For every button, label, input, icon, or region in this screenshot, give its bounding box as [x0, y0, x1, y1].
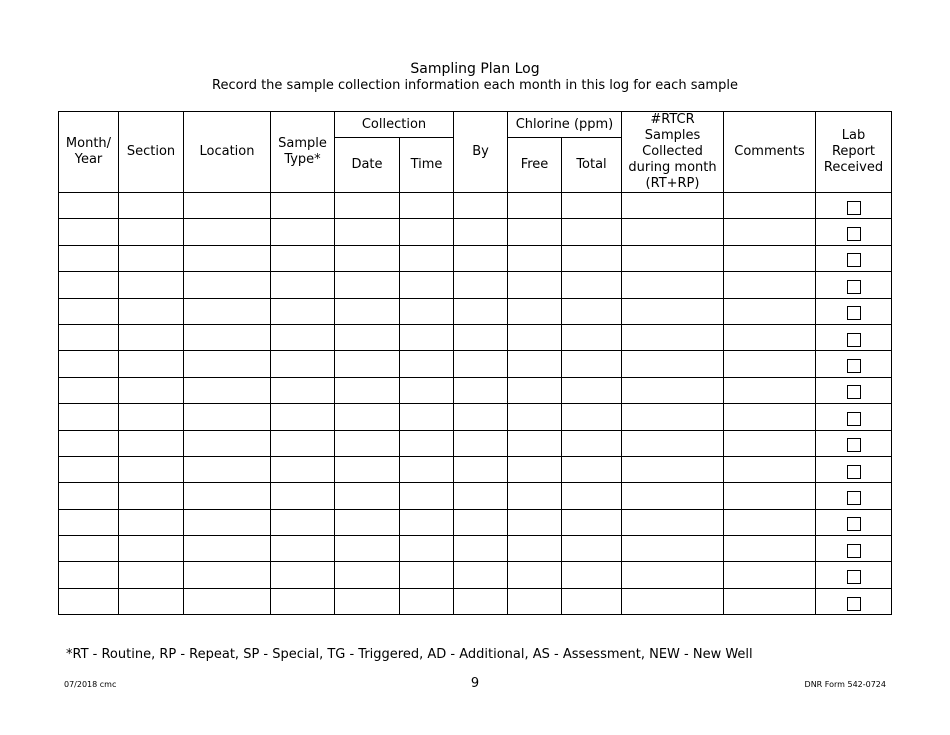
date-cell[interactable]: [335, 430, 400, 456]
section-cell[interactable]: [119, 245, 184, 271]
time-cell[interactable]: [400, 483, 454, 509]
sample-type-cell[interactable]: [271, 298, 335, 324]
date-cell[interactable]: [335, 298, 400, 324]
table-row: [59, 377, 892, 403]
by-cell[interactable]: [454, 193, 508, 219]
by-cell[interactable]: [454, 272, 508, 298]
sample-type-cell[interactable]: [271, 588, 335, 614]
lab-report-checkbox[interactable]: [847, 597, 861, 611]
total-cell[interactable]: [562, 324, 622, 350]
section-cell[interactable]: [119, 483, 184, 509]
table-row: [59, 456, 892, 482]
sample-type-cell[interactable]: [271, 430, 335, 456]
lab-report-cell: [816, 193, 892, 219]
header-rtcr-samples: #RTCR Samples Collected during month (RT+RP): [622, 112, 724, 193]
by-cell[interactable]: [454, 562, 508, 588]
date-cell[interactable]: [335, 562, 400, 588]
total-cell[interactable]: [562, 509, 622, 535]
date-cell[interactable]: [335, 193, 400, 219]
by-cell[interactable]: [454, 351, 508, 377]
header-section: Section: [119, 112, 184, 193]
location-cell[interactable]: [184, 509, 271, 535]
lab-report-cell: [816, 456, 892, 482]
section-cell[interactable]: [119, 588, 184, 614]
free-cell[interactable]: [508, 456, 562, 482]
comments-cell[interactable]: [724, 562, 816, 588]
location-cell[interactable]: [184, 272, 271, 298]
time-cell[interactable]: [400, 298, 454, 324]
section-cell[interactable]: [119, 456, 184, 482]
free-cell[interactable]: [508, 193, 562, 219]
section-cell[interactable]: [119, 193, 184, 219]
rtcr-count-cell[interactable]: [622, 536, 724, 562]
sample-type-cell[interactable]: [271, 193, 335, 219]
lab-report-cell: [816, 509, 892, 535]
time-cell[interactable]: [400, 509, 454, 535]
comments-cell[interactable]: [724, 509, 816, 535]
header-chlorine: Chlorine (ppm): [508, 112, 622, 138]
section-cell[interactable]: [119, 298, 184, 324]
free-cell[interactable]: [508, 219, 562, 245]
header-total: Total: [562, 138, 622, 193]
month-year-cell[interactable]: [59, 219, 119, 245]
date-cell[interactable]: [335, 272, 400, 298]
date-cell[interactable]: [335, 404, 400, 430]
total-cell[interactable]: [562, 588, 622, 614]
free-cell[interactable]: [508, 324, 562, 350]
month-year-cell[interactable]: [59, 272, 119, 298]
page-number: 9: [470, 676, 480, 691]
sample-type-cell[interactable]: [271, 509, 335, 535]
by-cell[interactable]: [454, 324, 508, 350]
table-row: [59, 272, 892, 298]
table-row: [59, 483, 892, 509]
section-cell[interactable]: [119, 324, 184, 350]
comments-cell[interactable]: [724, 588, 816, 614]
comments-cell[interactable]: [724, 272, 816, 298]
total-cell[interactable]: [562, 298, 622, 324]
time-cell[interactable]: [400, 588, 454, 614]
comments-cell[interactable]: [724, 193, 816, 219]
sample-type-footnote: *RT - Routine, RP - Repeat, SP - Special, TG - Triggered, AD - Additional, AS - Assessment, NEW - New Well: [66, 647, 753, 662]
location-cell[interactable]: [184, 219, 271, 245]
sample-type-cell[interactable]: [271, 351, 335, 377]
date-cell[interactable]: [335, 377, 400, 403]
rtcr-count-cell[interactable]: [622, 456, 724, 482]
date-cell[interactable]: [335, 245, 400, 271]
lab-report-cell: [816, 404, 892, 430]
comments-cell[interactable]: [724, 404, 816, 430]
header-collection: Collection: [335, 112, 454, 138]
free-cell[interactable]: [508, 298, 562, 324]
rtcr-count-cell[interactable]: [622, 272, 724, 298]
month-year-cell[interactable]: [59, 536, 119, 562]
total-cell[interactable]: [562, 377, 622, 403]
lab-report-checkbox[interactable]: [847, 438, 861, 452]
free-cell[interactable]: [508, 588, 562, 614]
lab-report-cell: [816, 245, 892, 271]
table-row: [59, 219, 892, 245]
time-cell[interactable]: [400, 536, 454, 562]
lab-report-checkbox[interactable]: [847, 201, 861, 215]
location-cell[interactable]: [184, 298, 271, 324]
location-cell[interactable]: [184, 245, 271, 271]
free-cell[interactable]: [508, 404, 562, 430]
section-cell[interactable]: [119, 351, 184, 377]
header-by: By: [454, 112, 508, 193]
table-row: [59, 351, 892, 377]
comments-cell[interactable]: [724, 298, 816, 324]
sample-type-cell[interactable]: [271, 562, 335, 588]
lab-report-checkbox[interactable]: [847, 517, 861, 531]
section-cell[interactable]: [119, 562, 184, 588]
time-cell[interactable]: [400, 193, 454, 219]
rtcr-count-cell[interactable]: [622, 483, 724, 509]
location-cell[interactable]: [184, 588, 271, 614]
time-cell[interactable]: [400, 456, 454, 482]
comments-cell[interactable]: [724, 324, 816, 350]
month-year-cell[interactable]: [59, 483, 119, 509]
lab-report-cell: [816, 351, 892, 377]
date-cell[interactable]: [335, 324, 400, 350]
total-cell[interactable]: [562, 456, 622, 482]
location-cell[interactable]: [184, 404, 271, 430]
header-time: Time: [400, 138, 454, 193]
free-cell[interactable]: [508, 509, 562, 535]
rtcr-count-cell[interactable]: [622, 509, 724, 535]
log-body: [59, 193, 892, 615]
sample-type-cell[interactable]: [271, 245, 335, 271]
lab-report-checkbox[interactable]: [847, 385, 861, 399]
lab-report-cell: [816, 377, 892, 403]
month-year-cell[interactable]: [59, 193, 119, 219]
by-cell[interactable]: [454, 245, 508, 271]
date-cell[interactable]: [335, 483, 400, 509]
free-cell[interactable]: [508, 483, 562, 509]
location-cell[interactable]: [184, 536, 271, 562]
lab-report-cell: [816, 324, 892, 350]
by-cell[interactable]: [454, 536, 508, 562]
total-cell[interactable]: [562, 483, 622, 509]
rtcr-count-cell[interactable]: [622, 219, 724, 245]
lab-report-cell: [816, 483, 892, 509]
table-row: [59, 509, 892, 535]
header-sample-type: Sample Type*: [271, 112, 335, 193]
comments-cell[interactable]: [724, 245, 816, 271]
table-row: [59, 562, 892, 588]
section-cell[interactable]: [119, 430, 184, 456]
lab-report-cell: [816, 298, 892, 324]
comments-cell[interactable]: [724, 536, 816, 562]
time-cell[interactable]: [400, 430, 454, 456]
free-cell[interactable]: [508, 562, 562, 588]
lab-report-cell: [816, 272, 892, 298]
lab-report-cell: [816, 536, 892, 562]
page-title: Sampling Plan Log: [410, 61, 540, 77]
month-year-cell[interactable]: [59, 562, 119, 588]
time-cell[interactable]: [400, 562, 454, 588]
time-cell[interactable]: [400, 377, 454, 403]
lab-report-checkbox[interactable]: [847, 333, 861, 347]
form-number: DNR Form 542-0724: [804, 680, 886, 689]
time-cell[interactable]: [400, 404, 454, 430]
sampling-log-table: [58, 111, 892, 615]
total-cell[interactable]: [562, 219, 622, 245]
comments-cell[interactable]: [724, 483, 816, 509]
date-cell[interactable]: [335, 509, 400, 535]
rtcr-count-cell[interactable]: [622, 193, 724, 219]
free-cell[interactable]: [508, 272, 562, 298]
sample-type-cell[interactable]: [271, 483, 335, 509]
rtcr-count-cell[interactable]: [622, 351, 724, 377]
month-year-cell[interactable]: [59, 324, 119, 350]
lab-report-cell: [816, 588, 892, 614]
by-cell[interactable]: [454, 404, 508, 430]
location-cell[interactable]: [184, 377, 271, 403]
total-cell[interactable]: [562, 404, 622, 430]
form-revision: 07/2018 cmc: [64, 680, 117, 689]
lab-report-checkbox[interactable]: [847, 253, 861, 267]
lab-report-checkbox[interactable]: [847, 544, 861, 558]
lab-report-cell: [816, 562, 892, 588]
rtcr-count-cell[interactable]: [622, 404, 724, 430]
month-year-cell[interactable]: [59, 430, 119, 456]
rtcr-count-cell[interactable]: [622, 324, 724, 350]
location-cell[interactable]: [184, 193, 271, 219]
date-cell[interactable]: [335, 219, 400, 245]
location-cell[interactable]: [184, 456, 271, 482]
lab-report-cell: [816, 430, 892, 456]
date-cell[interactable]: [335, 351, 400, 377]
total-cell[interactable]: [562, 430, 622, 456]
month-year-cell[interactable]: [59, 509, 119, 535]
month-year-cell[interactable]: [59, 377, 119, 403]
total-cell[interactable]: [562, 536, 622, 562]
lab-report-checkbox[interactable]: [847, 280, 861, 294]
month-year-cell[interactable]: [59, 351, 119, 377]
time-cell[interactable]: [400, 324, 454, 350]
comments-cell[interactable]: [724, 377, 816, 403]
rtcr-count-cell[interactable]: [622, 562, 724, 588]
section-cell[interactable]: [119, 404, 184, 430]
header-location: Location: [184, 112, 271, 193]
table-row: [59, 588, 892, 614]
rtcr-count-cell[interactable]: [622, 430, 724, 456]
comments-cell[interactable]: [724, 351, 816, 377]
time-cell[interactable]: [400, 272, 454, 298]
free-cell[interactable]: [508, 430, 562, 456]
date-cell[interactable]: [335, 456, 400, 482]
free-cell[interactable]: [508, 377, 562, 403]
time-cell[interactable]: [400, 245, 454, 271]
total-cell[interactable]: [562, 245, 622, 271]
table-row: [59, 324, 892, 350]
sample-type-cell[interactable]: [271, 404, 335, 430]
section-cell[interactable]: [119, 219, 184, 245]
table-row: [59, 298, 892, 324]
sample-type-cell[interactable]: [271, 324, 335, 350]
comments-cell[interactable]: [724, 430, 816, 456]
rtcr-count-cell[interactable]: [622, 298, 724, 324]
comments-cell[interactable]: [724, 456, 816, 482]
header-month-year: Month/ Year: [59, 112, 119, 193]
sample-type-cell[interactable]: [271, 377, 335, 403]
total-cell[interactable]: [562, 562, 622, 588]
lab-report-checkbox[interactable]: [847, 227, 861, 241]
month-year-cell[interactable]: [59, 298, 119, 324]
free-cell[interactable]: [508, 536, 562, 562]
rtcr-count-cell[interactable]: [622, 377, 724, 403]
sample-type-cell[interactable]: [271, 456, 335, 482]
location-cell[interactable]: [184, 562, 271, 588]
header-lab-report: Lab Report Received: [816, 112, 892, 193]
by-cell[interactable]: [454, 588, 508, 614]
location-cell[interactable]: [184, 430, 271, 456]
lab-report-checkbox[interactable]: [847, 491, 861, 505]
by-cell[interactable]: [454, 219, 508, 245]
free-cell[interactable]: [508, 351, 562, 377]
header-free: Free: [508, 138, 562, 193]
time-cell[interactable]: [400, 219, 454, 245]
by-cell[interactable]: [454, 509, 508, 535]
sample-type-cell[interactable]: [271, 219, 335, 245]
lab-report-checkbox[interactable]: [847, 306, 861, 320]
date-cell[interactable]: [335, 588, 400, 614]
date-cell[interactable]: [335, 536, 400, 562]
month-year-cell[interactable]: [59, 456, 119, 482]
lab-report-checkbox[interactable]: [847, 412, 861, 426]
total-cell[interactable]: [562, 272, 622, 298]
location-cell[interactable]: [184, 483, 271, 509]
lab-report-checkbox[interactable]: [847, 465, 861, 479]
table-row: [59, 536, 892, 562]
lab-report-checkbox[interactable]: [847, 570, 861, 584]
month-year-cell[interactable]: [59, 404, 119, 430]
total-cell[interactable]: [562, 193, 622, 219]
time-cell[interactable]: [400, 351, 454, 377]
by-cell[interactable]: [454, 377, 508, 403]
by-cell[interactable]: [454, 298, 508, 324]
location-cell[interactable]: [184, 351, 271, 377]
section-cell[interactable]: [119, 536, 184, 562]
location-cell[interactable]: [184, 324, 271, 350]
section-cell[interactable]: [119, 272, 184, 298]
section-cell[interactable]: [119, 377, 184, 403]
table-row: [59, 193, 892, 219]
rtcr-count-cell[interactable]: [622, 588, 724, 614]
total-cell[interactable]: [562, 351, 622, 377]
month-year-cell[interactable]: [59, 245, 119, 271]
section-cell[interactable]: [119, 509, 184, 535]
table-row: [59, 404, 892, 430]
sample-type-cell[interactable]: [271, 272, 335, 298]
free-cell[interactable]: [508, 245, 562, 271]
header-comments: Comments: [724, 112, 816, 193]
lab-report-checkbox[interactable]: [847, 359, 861, 373]
lab-report-cell: [816, 219, 892, 245]
rtcr-count-cell[interactable]: [622, 245, 724, 271]
sample-type-cell[interactable]: [271, 536, 335, 562]
table-row: [59, 245, 892, 271]
header-date: Date: [335, 138, 400, 193]
page-subtitle: Record the sample collection information each month in this log for each sample: [212, 78, 738, 93]
by-cell[interactable]: [454, 483, 508, 509]
month-year-cell[interactable]: [59, 588, 119, 614]
by-cell[interactable]: [454, 456, 508, 482]
comments-cell[interactable]: [724, 219, 816, 245]
by-cell[interactable]: [454, 430, 508, 456]
table-row: [59, 430, 892, 456]
